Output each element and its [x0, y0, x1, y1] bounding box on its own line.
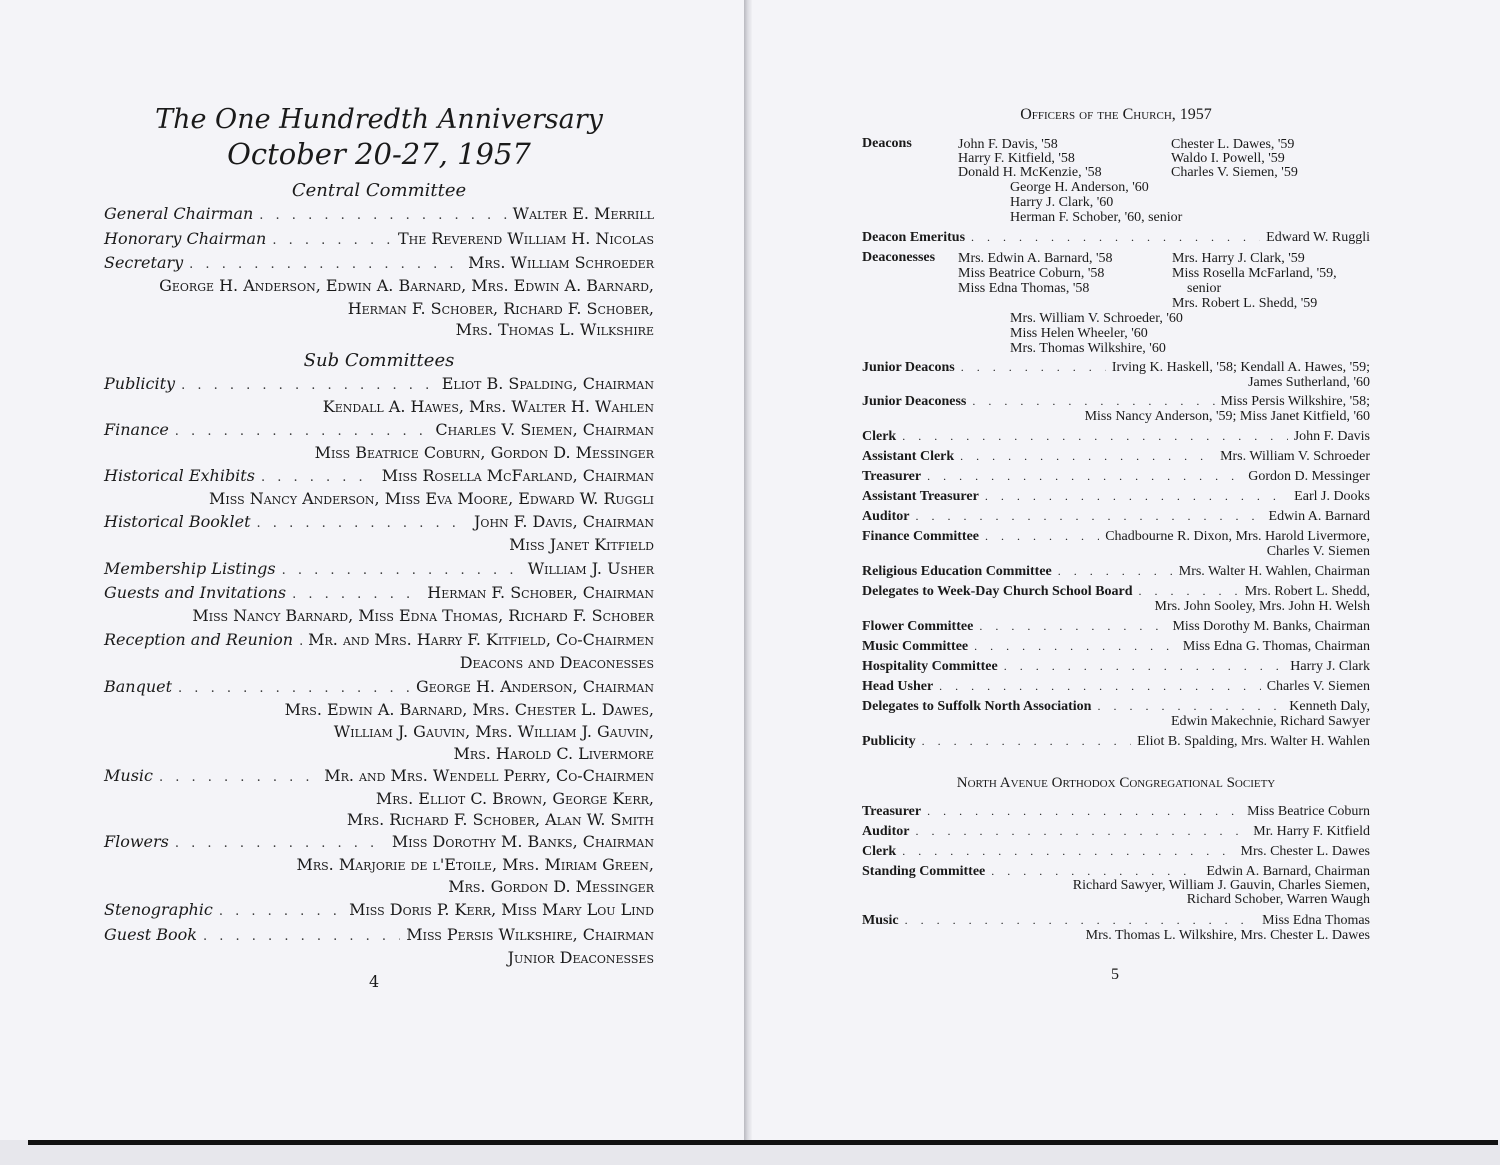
music-committee-row: [862, 639, 1370, 657]
row-value: Miss Edna Thomas: [1262, 913, 1370, 928]
row-label: Guests and Invitations: [104, 583, 287, 602]
hospitality-committee-row: [862, 659, 1370, 677]
deacon-name: Harry F. Kitfield, '58: [958, 151, 1075, 166]
row-value: Miss Dorothy M. Banks, Chairman: [1172, 619, 1370, 634]
row-value: Mrs. Walter H. Wahlen, Chairman: [1178, 564, 1370, 579]
banquet-members: Mrs. Harold C. Livermore: [453, 744, 654, 763]
auditor-row: [862, 509, 1370, 527]
secretary-row: [104, 253, 654, 275]
row-label: Head Usher: [862, 679, 934, 694]
treasurer-row: [862, 469, 1370, 487]
row-label: Music Committee: [862, 639, 969, 654]
deaconess-name: Miss Rosella McFarland, '59,: [1172, 266, 1337, 281]
row-label: Standing Committee: [862, 864, 986, 879]
deaconess-name: Miss Beatrice Coburn, '58: [958, 266, 1105, 281]
central-members-line: Herman F. Schober, Richard F. Schober,: [347, 299, 654, 318]
row-label: Religious Education Committee: [862, 564, 1052, 579]
flowers-members: Mrs. Gordon D. Messinger: [448, 877, 654, 896]
row-value: Mrs. William V. Schroeder: [1220, 449, 1370, 464]
row-value: Mrs. Robert L. Shedd,: [1244, 584, 1370, 599]
music-members: Mrs. Elliot C. Brown, George Kerr,: [375, 789, 654, 808]
finance-members: Miss Beatrice Coburn, Gordon D. Messinger: [314, 443, 654, 462]
publicity-officers-row: [862, 734, 1370, 752]
row-value: Miss Rosella McFarland, Chairman: [381, 466, 654, 485]
row-label: Publicity: [104, 374, 176, 393]
row-label: Treasurer: [862, 469, 922, 484]
row-value: Edward W. Ruggli: [1266, 230, 1370, 245]
row-value: Chadbourne R. Dixon, Mrs. Harold Livermore,: [1105, 529, 1370, 544]
row-value: Miss Persis Wilkshire, Chairman: [406, 925, 654, 944]
deaconesses-label: Deaconesses: [862, 250, 936, 265]
row-label: Membership Listings: [104, 559, 276, 578]
row-value: Mr. and Mrs. Harry F. Kitfield, Co-Chairmen: [308, 630, 654, 649]
row-value: George H. Anderson, Chairman: [415, 677, 654, 696]
standing-committee-extra: Richard Schober, Warren Waugh: [1186, 892, 1370, 907]
society-treasurer-row: [862, 804, 1370, 822]
row-label: Finance Committee: [862, 529, 980, 544]
society-auditor-row: [862, 824, 1370, 842]
row-value: Harry J. Clark: [1290, 659, 1370, 674]
deacon-name: George H. Anderson, '60: [1010, 180, 1149, 195]
row-label: Clerk: [862, 429, 897, 444]
guest-book-row: [104, 925, 654, 947]
row-label: Clerk: [862, 844, 897, 859]
row-value: Mrs. Chester L. Dawes: [1240, 844, 1370, 859]
deaconess-name: Mrs. Thomas Wilkshire, '60: [1010, 341, 1166, 356]
row-label: Flowers: [104, 832, 169, 851]
honorary-chairman-row: [104, 229, 654, 251]
clerk-row: [862, 429, 1370, 447]
finance-row: [104, 420, 654, 442]
row-value: Walter E. Merrill: [512, 204, 654, 223]
reception-reunion-members: Deacons and Deaconesses: [459, 653, 654, 672]
row-label: Junior Deaconess: [862, 394, 967, 409]
row-value: Earl J. Dooks: [1294, 489, 1370, 504]
row-value: Miss Persis Wilkshire, '58;: [1220, 394, 1370, 409]
historical-booklet-row: [104, 512, 654, 534]
music-members: Mrs. Richard F. Schober, Alan W. Smith: [346, 810, 654, 829]
guest-book-members: Junior Deaconesses: [507, 948, 654, 967]
row-label: Reception and Reunion: [104, 630, 294, 649]
row-value: Miss Edna G. Thomas, Chairman: [1182, 639, 1370, 654]
membership-listings-row: [104, 559, 654, 581]
central-members-line: Mrs. Thomas L. Wilkshire: [455, 320, 654, 339]
deacon-emeritus-row: [862, 230, 1370, 248]
banquet-members: Mrs. Edwin A. Barnard, Mrs. Chester L. Dawes,: [284, 700, 654, 719]
general-chairman-row: [104, 204, 654, 226]
deacon-name: Chester L. Dawes, '59: [1171, 137, 1295, 152]
deacon-name: Donald H. McKenzie, '58: [958, 165, 1102, 180]
deaconess-name: Mrs. Edwin A. Barnard, '58: [958, 251, 1113, 266]
page-number-left: 4: [369, 972, 380, 991]
row-label: Publicity: [862, 734, 916, 749]
deacon-name: Harry J. Clark, '60: [1010, 195, 1114, 210]
row-value: Miss Dorothy M. Banks, Chairman: [391, 832, 654, 851]
flower-committee-row: [862, 619, 1370, 637]
row-label: General Chairman: [104, 204, 254, 223]
row-label: Junior Deacons: [862, 360, 955, 375]
row-value: The Reverend William H. Nicolas: [398, 229, 654, 248]
bottom-rule: [28, 1140, 1498, 1145]
row-value: Charles V. Siemen, Chairman: [435, 420, 654, 439]
junior-deaconess-extra: Miss Nancy Anderson, '59; Miss Janet Kitfield, '60: [1084, 409, 1370, 424]
row-value: Charles V. Siemen: [1266, 679, 1370, 694]
row-label: Historical Booklet: [104, 512, 251, 531]
head-usher-row: [862, 679, 1370, 697]
row-label: Assistant Clerk: [862, 449, 955, 464]
row-label: Hospitality Committee: [862, 659, 998, 674]
deaconess-name: Mrs. Robert L. Shedd, '59: [1172, 296, 1318, 311]
publicity-members: Kendall A. Hawes, Mrs. Walter H. Wahlen: [322, 397, 654, 416]
flowers-row: [104, 832, 654, 854]
central-members-line: George H. Anderson, Edwin A. Barnard, Mrs. Edwin A. Barnard,: [159, 276, 654, 295]
society-heading: North Avenue Orthodox Congregational Society: [956, 775, 1276, 791]
row-label: Music: [104, 766, 153, 785]
row-label: Finance: [104, 420, 169, 439]
row-label: Delegates to Week-Day Church School Board: [862, 584, 1133, 599]
assistant-clerk-row: [862, 449, 1370, 467]
assistant-treasurer-row: [862, 489, 1370, 507]
row-label: Guest Book: [104, 925, 197, 944]
deacon-name: John F. Davis, '58: [958, 137, 1058, 152]
deaconess-name: Miss Helen Wheeler, '60: [1010, 326, 1148, 341]
society-clerk-row: [862, 844, 1370, 862]
row-label: Auditor: [862, 509, 910, 524]
row-value: Mr. Harry F. Kitfield: [1253, 824, 1370, 839]
anniversary-title: The One Hundredth Anniversary: [155, 104, 603, 135]
row-value: Edwin A. Barnard, Chairman: [1206, 864, 1370, 879]
finance-committee-extra: Charles V. Siemen: [1266, 544, 1370, 559]
historical-exhibits-row: [104, 466, 654, 488]
week-day-school-extra: Mrs. John Sooley, Mrs. John H. Welsh: [1154, 599, 1370, 614]
row-label: Flower Committee: [862, 619, 974, 634]
deacon-name: Charles V. Siemen, '59: [1171, 165, 1298, 180]
standing-committee-extra: Richard Sawyer, William J. Gauvin, Charles Siemen,: [1072, 878, 1370, 893]
reception-reunion-row: [104, 630, 654, 652]
music-row: [104, 766, 654, 788]
historical-exhibits-members: Miss Nancy Anderson, Miss Eva Moore, Edward W. Ruggli: [209, 489, 654, 508]
row-value: Eliot B. Spalding, Chairman: [441, 374, 654, 393]
suffolk-delegates-extra: Edwin Makechnie, Richard Sawyer: [1170, 714, 1370, 729]
sub-committees-heading: Sub Committees: [303, 350, 455, 371]
society-music-extra: Mrs. Thomas L. Wilkshire, Mrs. Chester L. Dawes: [1085, 928, 1370, 943]
row-value: Herman F. Schober, Chairman: [427, 583, 654, 602]
row-value: John F. Davis: [1293, 429, 1370, 444]
row-value: Mr. and Mrs. Wendell Perry, Co-Chairmen: [324, 766, 654, 785]
guests-invitations-members: Miss Nancy Barnard, Miss Edna Thomas, Richard F. Schober: [192, 606, 654, 625]
deacon-name: Waldo I. Powell, '59: [1171, 151, 1285, 166]
row-value: Miss Doris P. Kerr, Miss Mary Lou Lind: [349, 900, 654, 919]
deaconess-name: Miss Edna Thomas, '58: [958, 281, 1090, 296]
banquet-row: [104, 677, 654, 699]
row-label: Music: [862, 913, 899, 928]
deacon-name: Herman F. Schober, '60, senior: [1010, 210, 1183, 225]
row-value: John F. Davis, Chairman: [474, 512, 654, 531]
row-value: Kenneth Daly,: [1289, 699, 1370, 714]
row-value: Eliot B. Spalding, Mrs. Walter H. Wahlen: [1137, 734, 1370, 749]
deacons-label: Deacons: [862, 136, 912, 151]
row-label: Historical Exhibits: [104, 466, 255, 485]
officers-heading: Officers of the Church, 1957: [1020, 106, 1212, 123]
row-label: Honorary Chairman: [104, 229, 267, 248]
row-label: Assistant Treasurer: [862, 489, 979, 504]
row-value: Miss Beatrice Coburn: [1247, 804, 1370, 819]
row-value: Irving K. Haskell, '58; Kendall A. Hawes, '59;: [1111, 360, 1370, 375]
junior-deacons-extra: James Sutherland, '60: [1248, 375, 1370, 390]
deaconess-name: Mrs. Harry J. Clark, '59: [1172, 251, 1305, 266]
row-label: Secretary: [104, 253, 184, 272]
historical-booklet-members: Miss Janet Kitfield: [509, 535, 654, 554]
row-label: Stenographic: [104, 900, 213, 919]
banquet-members: William J. Gauvin, Mrs. William J. Gauvin,: [333, 722, 654, 741]
religious-education-row: [862, 564, 1370, 582]
row-value: William J. Usher: [527, 559, 654, 578]
row-label: Banquet: [104, 677, 173, 696]
page-gutter: [744, 0, 752, 1140]
row-label: Treasurer: [862, 804, 922, 819]
row-value: Mrs. William Schroeder: [468, 253, 654, 272]
anniversary-dates: October 20-27, 1957: [227, 137, 531, 171]
row-label: Auditor: [862, 824, 910, 839]
deaconess-name: senior: [1187, 281, 1222, 296]
deaconess-name: Mrs. William V. Schroeder, '60: [1010, 311, 1183, 326]
row-label: Delegates to Suffolk North Association: [862, 699, 1092, 714]
page-number-right: 5: [1111, 966, 1119, 983]
row-value: Edwin A. Barnard: [1268, 509, 1370, 524]
guests-invitations-row: [104, 583, 654, 605]
stenographic-row: [104, 900, 654, 922]
row-value: Gordon D. Messinger: [1248, 469, 1370, 484]
flowers-members: Mrs. Marjorie de l'Etoile, Mrs. Miriam Green,: [296, 855, 654, 874]
row-label: Deacon Emeritus: [862, 230, 966, 245]
publicity-row: [104, 374, 654, 396]
central-committee-heading: Central Committee: [291, 180, 467, 201]
